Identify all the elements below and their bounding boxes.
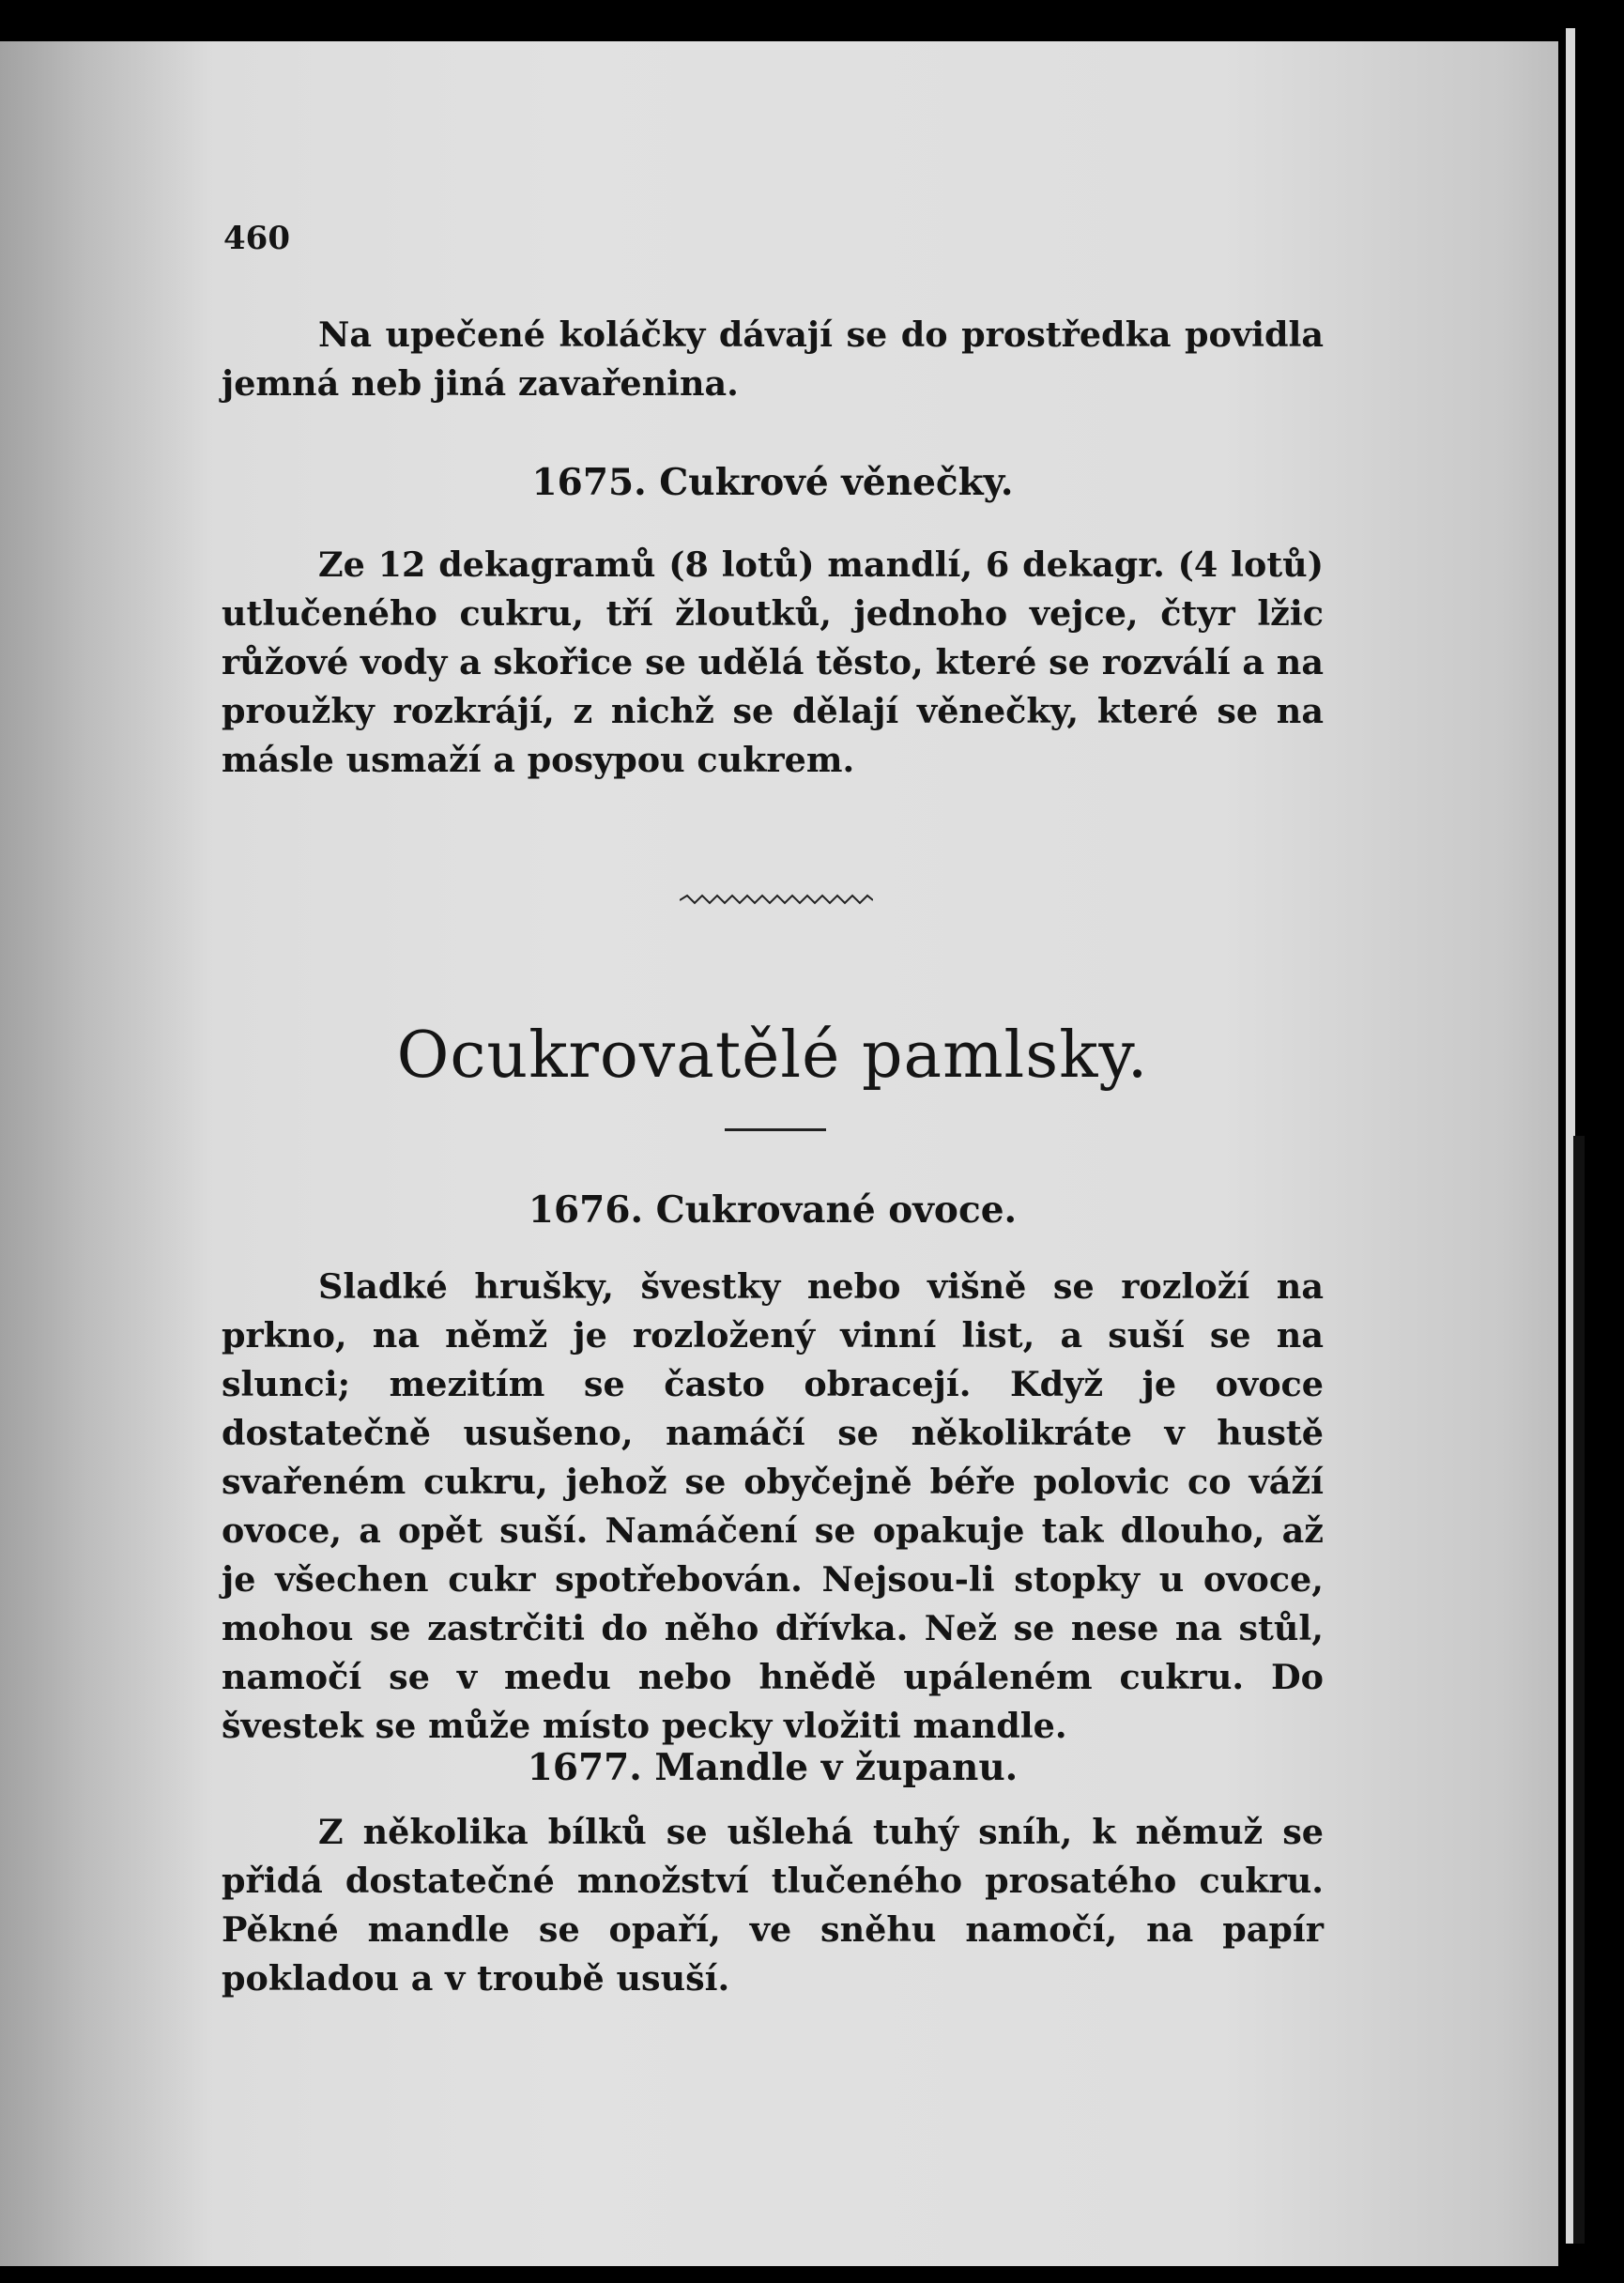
recipe-1676-paragraph [222,1263,1324,1751]
section-rule [725,1128,826,1131]
recipe-1676-title: 1676. Cukrované ovoce. [528,1188,1018,1232]
recipe-1676-body: Sladké hrušky, švestky nebo višně se rozloží na prkno, na němž je rozložený vinní list, a suší se na slunci; mezitím se často obracejí. Když je ovoce dostatečně usušeno, namáčí se několikráte v hustě svařeném cukru, jehož se obyčejně béře polovic co váží ovoce, a opět suší. Namáčení se opakuje tak dlouho, až je všechen cukr spotřebován. Nejsou-li stopky u ovoce, mohou se zastrčiti do něho dřívka. Než se nese na stůl, namočí se v medu nebo hnědě upáleném cukru. Do švestek se může místo pecky vložiti mandle. [222,1266,1324,1746]
ornament-divider [680,892,873,909]
recipe-1675-title: 1675. Cukrové věnečky. [531,461,1014,504]
page-edge-shadow [1573,1136,1585,2244]
recipe-1677-title: 1677. Mandle v županu. [527,1746,1019,1789]
page-number: 460 [223,220,290,257]
intro-paragraph [222,311,1324,408]
recipe-1675-body: Ze 12 dekagramů (8 lotů) mandlí, 6 dekagr. (4 lotů) utlučeného cukru, tří žloutků, jednoho vejce, čtyr lžic růžové vody a skořice se udělá těsto, které se rozválí a na proužky rozkrájí, z nichž se dělají věnečky, které se na másle usmaží a posypou cukrem. [222,544,1324,780]
section-title: Ocukrovatělé pamlsky. [396,1019,1149,1093]
recipe-1677-body: Z několika bílků se ušlehá tuhý sníh, k němuž se přidá dostatečné množství tlučeného prosatého cukru. Pěkné mandle se opaří, ve sněhu namočí, na papír pokladou a v troubě usuší. [222,1812,1324,1999]
intro-text: Na upečené koláčky dávají se do prostředka povidla jemná neb jiná zavařenina. [222,314,1324,404]
recipe-1675-paragraph [222,541,1324,785]
recipe-1677-paragraph [222,1808,1324,2003]
page-gutter-shadow [0,41,216,2266]
